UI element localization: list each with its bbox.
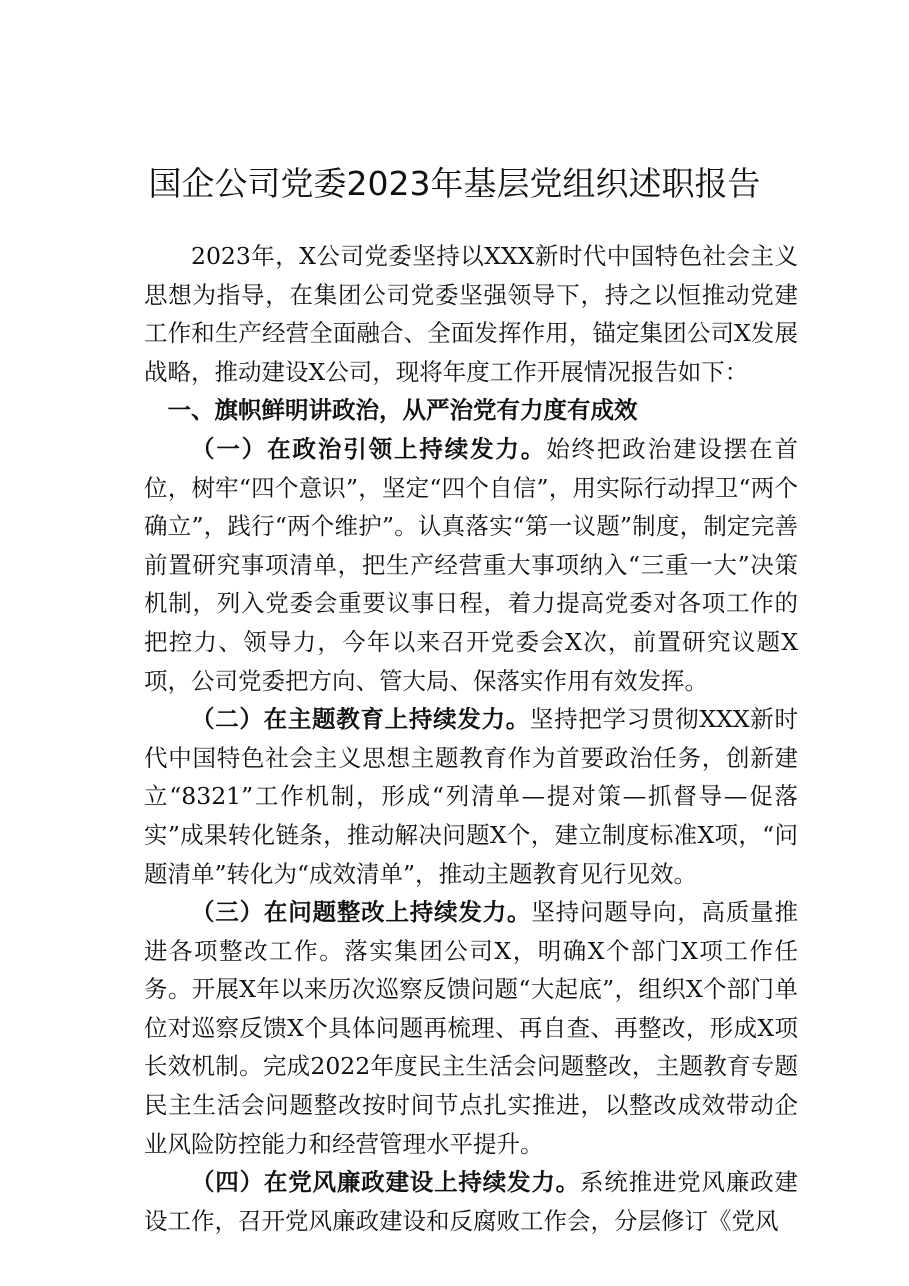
section-heading: 一、旗帜鲜明讲政治，从严治党有力度有成效 [167, 396, 638, 425]
document-body [144, 237, 798, 1240]
item-text: 始终把政治建设摆在首位，树牢“四个意识”，坚定“四个自信”，用实际行动捍卫“两个确立”，践行“两个维护”。认真落实“第一议题”制度，制定完善前置研究事项清单，把生产经营重大事项纳入“三重一大”决策机制，列入党委会重要议事日程，着力提高党委对各项工作的把控力、领导力，今年以来召开党委会X次，前置研究议题X项，公司党委把方向、管大局、保落实作用有效发挥。 [144, 434, 799, 695]
section-item [144, 700, 798, 893]
item-text: 坚持把学习贯彻XXX新时代中国特色社会主义思想主题教育作为首要政治任务，创新建立“8321”工作机制，形成“列清单—提对策—抓督导—促落实”成果转化链条，推动解决问题X个，建立制度标准X项，“问题清单”转化为“成效清单”，推动主题教育见行见效。 [144, 705, 798, 888]
section-item [144, 430, 798, 700]
item-text: 坚持问题导向，高质量推进各项整改工作。落实集团公司X，明确X个部门X项工作任务。开展X年以来历次巡察反馈问题“大起底”，组织X个部门单位对巡察反馈X个具体问题再梳理、再自查、再整改，形成X项长效机制。完成2022年度民主生活会问题整改，主题教育专题民主生活会问题整改按时间节点扎实推进，以整改成效带动企业风险防控能力和经营管理水平提升。 [144, 898, 798, 1158]
item-text: 系统推进党风廉政建设工作，召开党风廉政建设和反腐败工作会，分层修订《党风 [144, 1168, 798, 1235]
intro-paragraph: 2023年，X公司党委坚持以XXX新时代中国特色社会主义思想为指导，在集团公司党委坚强领导下，持之以恒推动党建工作和生产经营全面融合、全面发挥作用，锚定集团公司X发展战略，推动建设X公司，现将年度工作开展情况报告如下： [144, 242, 798, 386]
document-title: 国企公司党委2023年基层党组织述职报告 [148, 164, 761, 203]
item-lead: （二）在主题教育上持续发力。 [191, 705, 530, 734]
item-lead: （三）在问题整改上持续发力。 [191, 898, 532, 927]
section-item [144, 1163, 798, 1240]
item-lead: （一）在政治引领上持续发力。 [191, 434, 547, 463]
item-lead: （四）在党风廉政建设上持续发力。 [191, 1168, 580, 1197]
section-item [144, 893, 798, 1163]
